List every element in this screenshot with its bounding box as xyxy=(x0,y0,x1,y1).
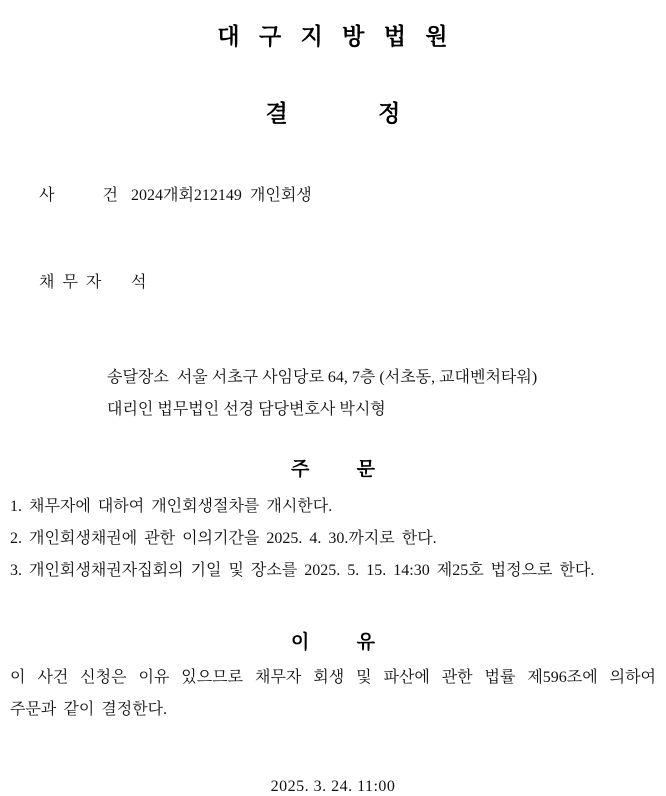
court-name-title: 대 구 지 방 법 원 xyxy=(217,23,449,49)
case-number-row xyxy=(15,152,666,239)
representative-line: 대리인 법무법인 선경 담당변호사 박시형 xyxy=(107,401,386,418)
reason-text-line-2: 주문과 같이 결정한다. xyxy=(10,701,168,718)
debtor-row xyxy=(15,239,666,326)
debtor-name-value: 석 xyxy=(131,274,147,291)
order-section-heading: 주 문 xyxy=(291,459,375,480)
order-items-list xyxy=(0,491,666,587)
reason-section-heading: 이 유 xyxy=(291,632,375,653)
order-item-3: 3. 개인회생채권자집회의 기일 및 장소를 2025. 5. 15. 14:30 제25호 법정으로 한다. xyxy=(10,562,595,579)
order-item-2: 2. 개인회생채권에 관한 이의기간을 2025. 4. 30.까지로 한다. xyxy=(10,530,437,547)
order-item-1: 1. 채무자에 대하여 개인회생절차를 개시한다. xyxy=(10,498,333,515)
court-decision-document xyxy=(0,18,666,795)
decision-title: 결 정 xyxy=(265,100,401,126)
reason-text-line-1: 이 사건 신청은 이유 있으므로 채무자 회생 및 파산에 관한 법률 제596조에 의하여 xyxy=(10,669,656,686)
reason-paragraph xyxy=(0,662,666,726)
service-address-line: 송달장소 서울 서초구 사임당로 64, 7층 (서초동, 교대벤처타워) xyxy=(107,369,538,386)
case-label: 사 건 xyxy=(39,187,118,204)
case-info-block xyxy=(0,152,666,326)
debtor-label: 채 무 자 xyxy=(39,274,102,291)
decision-datetime: 2025. 3. 24. 11:00 xyxy=(270,778,396,795)
service-info-block xyxy=(0,362,666,426)
case-number-value: 2024개회212149 개인회생 xyxy=(131,187,312,204)
